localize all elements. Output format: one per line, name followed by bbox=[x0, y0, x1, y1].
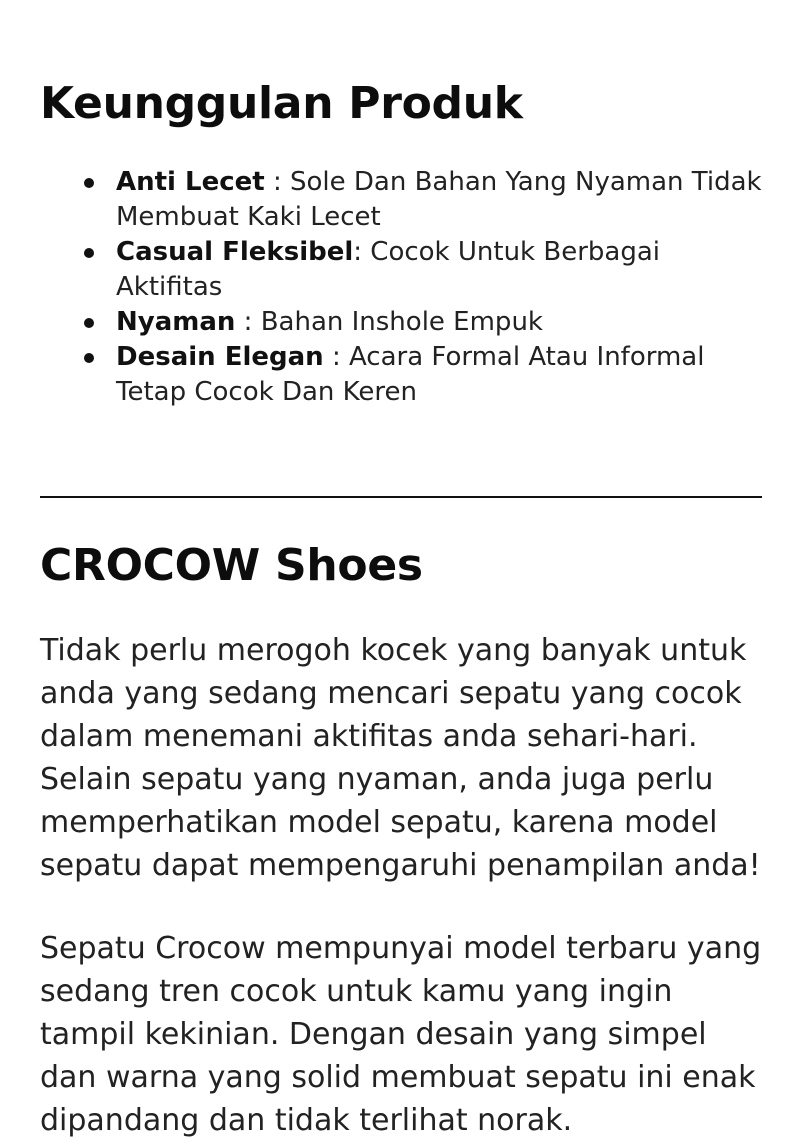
section-title-brand: CROCOW Shoes bbox=[40, 540, 423, 591]
list-item bbox=[40, 340, 762, 410]
feature-title: Casual Fleksibel bbox=[116, 237, 354, 267]
feature-text: : Acara Formal Atau Informal Tetap Cocok Dan Keren bbox=[116, 342, 705, 407]
bullet-icon bbox=[84, 178, 94, 188]
feature-list bbox=[40, 165, 762, 410]
description-paragraph-2: Sepatu Crocow mempunyai model terbaru yang sedang tren cocok untuk kamu yang ingin tampil kekinian. Dengan desain yang simpel dan warna yang solid membuat sepatu ini enak dipandang dan tidak terlihat norak. bbox=[40, 931, 762, 1138]
feature-title: Nyaman bbox=[116, 307, 236, 337]
description-paragraph-1: Tidak perlu merogoh kocek yang banyak untuk anda yang sedang mencari sepatu yang cocok dalam menemani aktifitas anda sehari-hari. Selain sepatu yang nyaman, anda juga perlu memperhatikan model sepatu, karena model sepatu dapat mempengaruhi penampilan anda! bbox=[40, 633, 761, 883]
feature-text: : Sole Dan Bahan Yang Nyaman Tidak Membuat Kaki Lecet bbox=[116, 167, 762, 232]
list-item bbox=[40, 305, 762, 340]
feature-title: Desain Elegan bbox=[116, 342, 324, 372]
bullet-icon bbox=[84, 318, 94, 328]
bullet-icon bbox=[84, 353, 94, 363]
section-title-advantages: Keunggulan Produk bbox=[40, 78, 523, 129]
feature-text: : Bahan Inshole Empuk bbox=[235, 307, 543, 337]
bullet-icon bbox=[84, 248, 94, 258]
feature-title: Anti Lecet bbox=[116, 167, 265, 197]
list-item bbox=[40, 235, 762, 305]
section-divider bbox=[40, 496, 762, 498]
list-item bbox=[40, 165, 762, 235]
feature-text: : Cocok Untuk Berbagai Aktifitas bbox=[116, 237, 660, 302]
